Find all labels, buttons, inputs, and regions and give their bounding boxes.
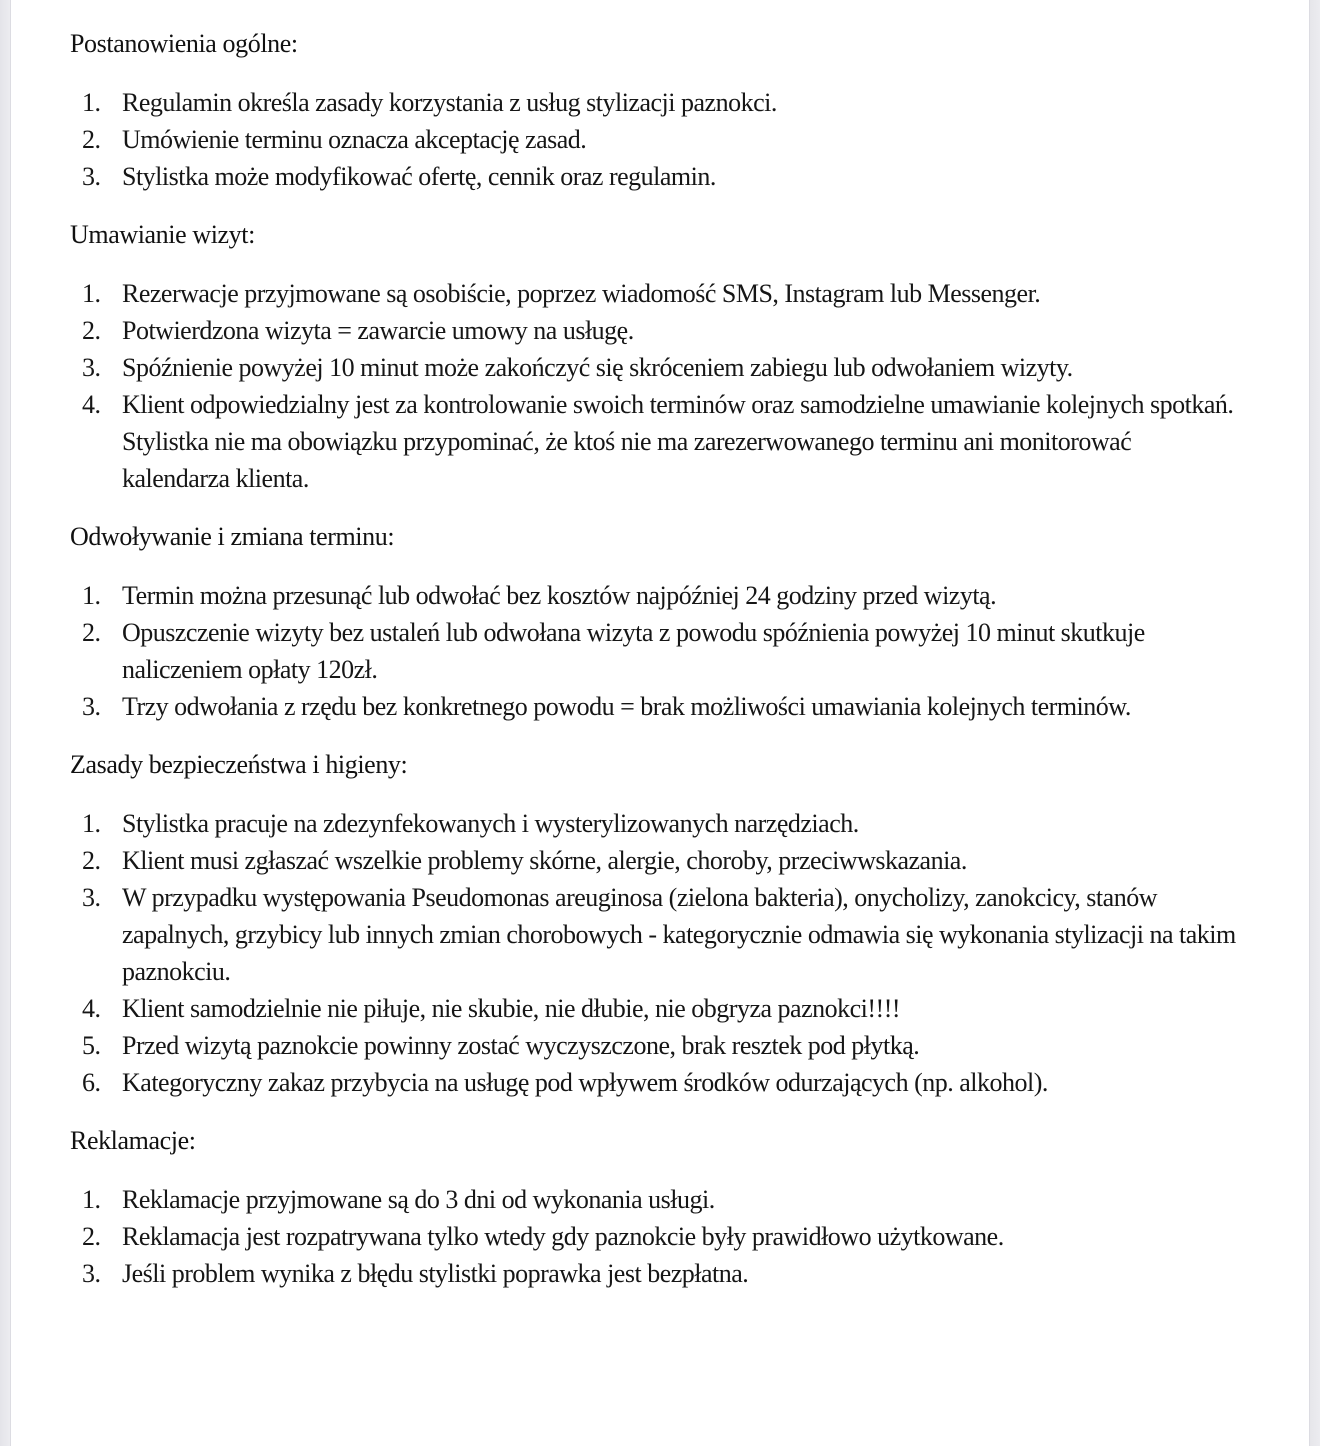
section-heading: Odwoływanie i zmiana terminu:	[70, 522, 395, 551]
section-general-provisions	[70, 24, 1250, 195]
section-booking-visits	[70, 215, 1250, 497]
item-number: 1.	[82, 88, 101, 117]
list-item	[70, 1064, 1250, 1101]
item-text: Klient samodzielnie nie piłuje, nie skubie, nie dłubie, nie obgryza paznokci!!!!	[122, 994, 901, 1023]
item-number: 3.	[82, 692, 101, 721]
item-text: Stylistka pracuje na zdezynfekowanych i wysterylizowanych narzędziach.	[122, 809, 859, 838]
item-text: Kategoryczny zakaz przybycia na usługę pod wpływem środków odurzających (np. alkohol).	[122, 1068, 1048, 1097]
list-item	[70, 842, 1250, 879]
item-text: Jeśli problem wynika z błędu stylistki poprawka jest bezpłatna.	[122, 1259, 749, 1288]
rule-list	[70, 84, 1250, 195]
list-item	[70, 312, 1250, 349]
list-item	[70, 805, 1250, 842]
item-number: 1.	[82, 809, 101, 838]
item-text: Trzy odwołania z rzędu bez konkretnego powodu = brak możliwości umawiania kolejnych terminów.	[122, 692, 1131, 721]
list-item	[70, 158, 1250, 195]
item-number: 2.	[82, 618, 101, 647]
item-text: Przed wizytą paznokcie powinny zostać wyczyszczone, brak resztek pod płytką.	[122, 1031, 920, 1060]
item-text: W przypadku występowania Pseudomonas areuginosa (zielona bakteria), onycholizy, zanokcicy, stanów zapalnych, grzybicy lub innych zmian chorobowych - kategorycznie odmawia się wykonania stylizacji na takim paznokciu.	[122, 883, 1236, 986]
item-number: 1.	[82, 279, 101, 308]
list-item	[70, 990, 1250, 1027]
item-number: 3.	[82, 353, 101, 382]
item-text: Termin można przesunąć lub odwołać bez kosztów najpóźniej 24 godziny przed wizytą.	[122, 581, 997, 610]
left-page-edge	[0, 0, 11, 1446]
section-heading: Umawianie wizyt:	[70, 220, 255, 249]
item-number: 3.	[82, 162, 101, 191]
item-number: 2.	[82, 846, 101, 875]
section-heading: Reklamacje:	[70, 1126, 196, 1155]
section-complaints	[70, 1121, 1250, 1292]
item-number: 4.	[82, 994, 101, 1023]
rule-list	[70, 805, 1250, 1101]
item-text: Reklamacja jest rozpatrywana tylko wtedy gdy paznokcie były prawidłowo użytkowane.	[122, 1222, 1004, 1251]
section-cancellation	[70, 517, 1250, 725]
right-page-edge	[1309, 0, 1320, 1446]
item-number: 4.	[82, 390, 101, 419]
item-text: Spóźnienie powyżej 10 minut może zakończyć się skróceniem zabiegu lub odwołaniem wizyty.	[122, 353, 1073, 382]
section-heading: Zasady bezpieczeństwa i higieny:	[70, 750, 408, 779]
rule-list	[70, 1181, 1250, 1292]
item-number: 6.	[82, 1068, 101, 1097]
item-text: Reklamacje przyjmowane są do 3 dni od wykonania usługi.	[122, 1185, 715, 1214]
list-item	[70, 577, 1250, 614]
list-item	[70, 614, 1250, 688]
item-number: 3.	[82, 1259, 101, 1288]
list-item	[70, 121, 1250, 158]
section-heading: Postanowienia ogólne:	[70, 29, 298, 58]
item-number: 2.	[82, 1222, 101, 1251]
item-text: Stylistka może modyfikować ofertę, cennik oraz regulamin.	[122, 162, 716, 191]
list-item	[70, 386, 1250, 497]
list-item	[70, 1181, 1250, 1218]
list-item	[70, 879, 1250, 990]
item-number: 2.	[82, 125, 101, 154]
rule-list	[70, 275, 1250, 497]
item-text: Klient musi zgłaszać wszelkie problemy skórne, alergie, choroby, przeciwwskazania.	[122, 846, 967, 875]
item-number: 1.	[82, 1185, 101, 1214]
regulations-document	[70, 24, 1250, 1312]
section-safety-hygiene	[70, 745, 1250, 1101]
item-text: Klient odpowiedzialny jest za kontrolowanie swoich terminów oraz samodzielne umawianie kolejnych spotkań. Stylistka nie ma obowiązku przypominać, że ktoś nie ma zarezerwowanego terminu ani monitorować kalendarza klienta.	[122, 390, 1234, 493]
list-item	[70, 1255, 1250, 1292]
item-text: Rezerwacje przyjmowane są osobiście, poprzez wiadomość SMS, Instagram lub Messenger.	[122, 279, 1041, 308]
rule-list	[70, 577, 1250, 725]
list-item	[70, 84, 1250, 121]
item-text: Opuszczenie wizyty bez ustaleń lub odwołana wizyta z powodu spóźnienia powyżej 10 minut skutkuje naliczeniem opłaty 120zł.	[122, 618, 1145, 684]
list-item	[70, 688, 1250, 725]
item-text: Umówienie terminu oznacza akceptację zasad.	[122, 125, 587, 154]
list-item	[70, 1027, 1250, 1064]
item-number: 1.	[82, 581, 101, 610]
item-text: Regulamin określa zasady korzystania z usług stylizacji paznokci.	[122, 88, 777, 117]
item-number: 3.	[82, 883, 101, 912]
item-text: Potwierdzona wizyta = zawarcie umowy na usługę.	[122, 316, 634, 345]
list-item	[70, 349, 1250, 386]
item-number: 2.	[82, 316, 101, 345]
item-number: 5.	[82, 1031, 101, 1060]
list-item	[70, 275, 1250, 312]
list-item	[70, 1218, 1250, 1255]
